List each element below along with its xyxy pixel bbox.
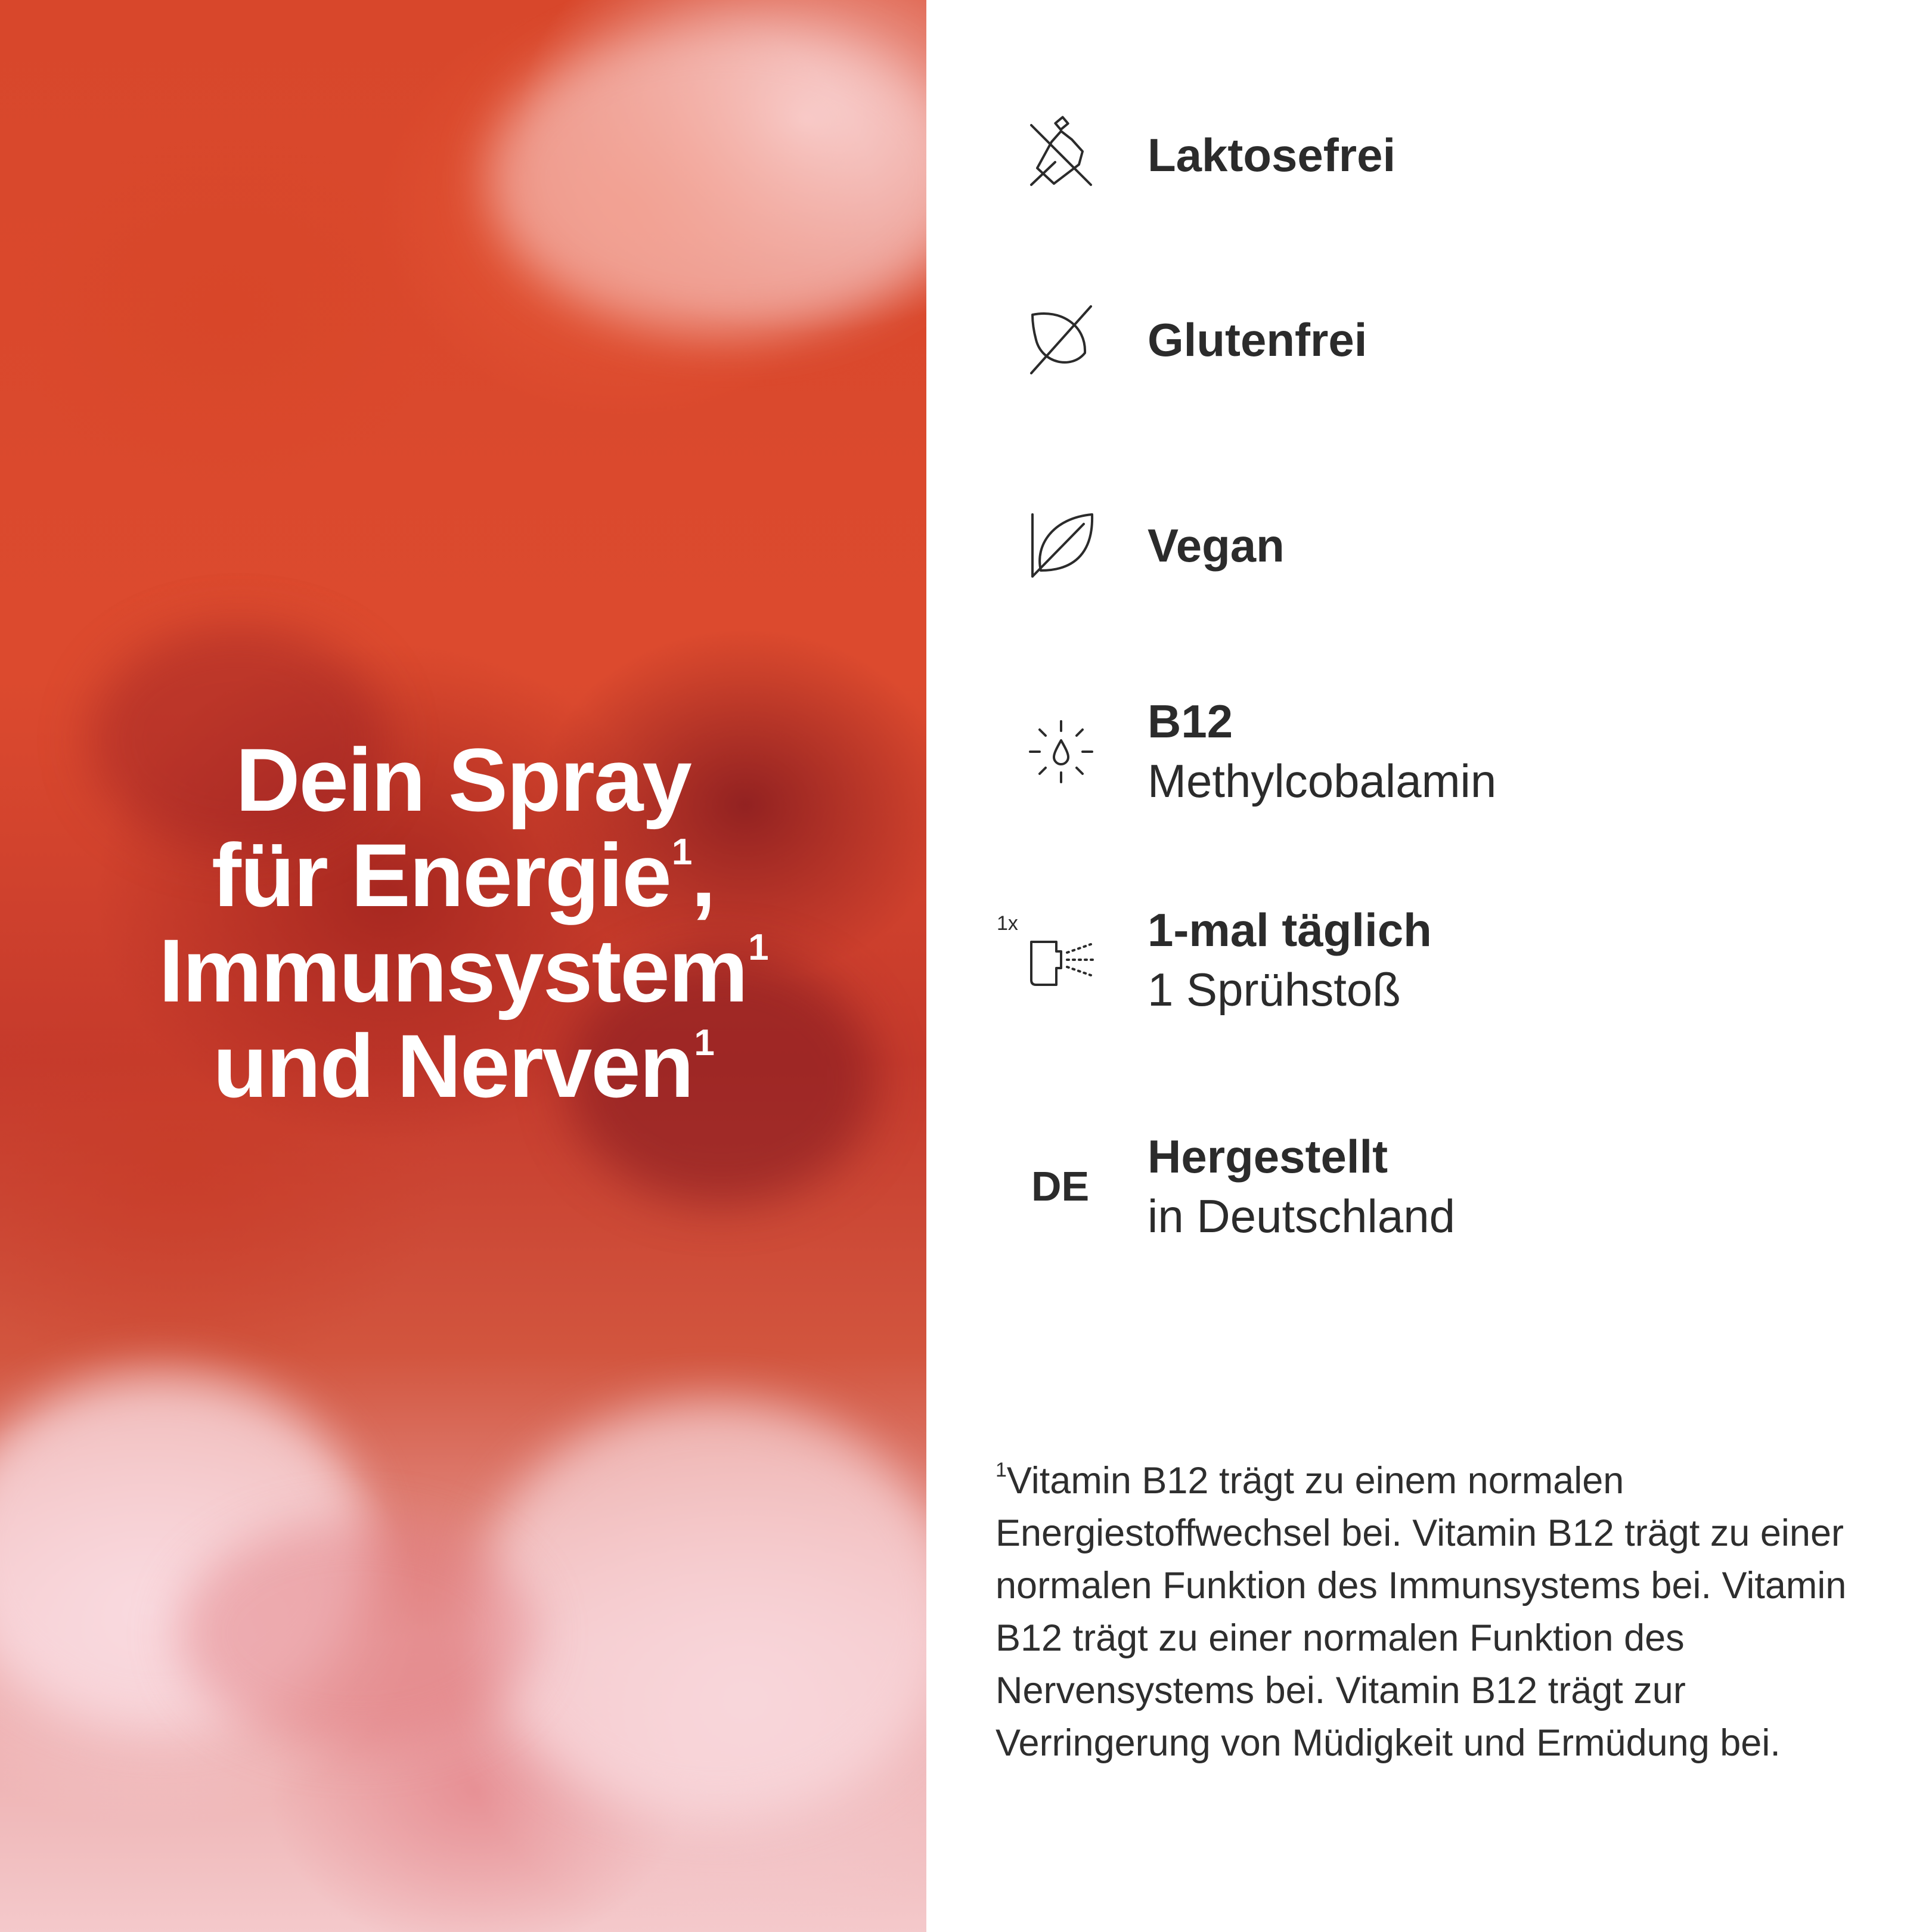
feature-subtitle: 1 Sprühstoß <box>1148 963 1401 1016</box>
smoke-texture <box>477 1401 926 1818</box>
footnote-marker: 1 <box>671 832 691 873</box>
feature-title: Glutenfrei <box>1148 314 1367 366</box>
feature-title: B12 <box>1148 695 1233 748</box>
footnote-text: Vitamin B12 trägt zu einem normalen Energiestoffwechsel bei. Vitamin B12 trägt zu einer normalen Funktion des Immunsystems bei. Vitamin B12 trägt zu einer normalen Funktion des Nervensystems bei. Vitamin B12 trägt zur Verringerung von Müdigkeit und Ermüdung bei. <box>996 1460 1847 1764</box>
headline-line-1: Dein Spray <box>235 730 691 830</box>
lactose-free-bottle-icon <box>1019 113 1103 197</box>
footnote-marker: 1 <box>694 1022 714 1063</box>
vegan-leaf-icon <box>1019 504 1103 587</box>
spray-count-label: 1x <box>997 912 1018 935</box>
feature-title: Vegan <box>1148 519 1285 572</box>
gluten-free-grain-icon <box>1019 298 1103 382</box>
feature-subtitle: in Deutschland <box>1148 1190 1455 1242</box>
footnote <box>996 1455 1890 1769</box>
feature-title: Hergestellt <box>1148 1130 1388 1183</box>
drop-sparkle-icon <box>1019 709 1103 793</box>
feature-title: 1-mal täglich <box>1148 904 1432 956</box>
feature-title: Laktosefrei <box>1148 129 1396 181</box>
hero-image-panel <box>0 0 926 1932</box>
footnote-marker: 1 <box>996 1459 1007 1481</box>
feature-subtitle: Methylcobalamin <box>1148 755 1497 807</box>
smoke-texture <box>179 1520 537 1747</box>
headline <box>0 732 926 1114</box>
spray-bottle-icon <box>997 912 1103 1001</box>
headline-line-2: für Energie$^1$, <box>212 825 715 925</box>
country-code-label: DE <box>1031 1163 1090 1210</box>
smoke-texture <box>489 24 926 334</box>
headline-line-3: Immunsystem$^1$ <box>159 920 768 1021</box>
headline-line-4: und Nerven$^1$ <box>213 1016 714 1116</box>
footnote-marker: 1 <box>748 927 768 968</box>
country-code-badge <box>1019 1145 1103 1228</box>
